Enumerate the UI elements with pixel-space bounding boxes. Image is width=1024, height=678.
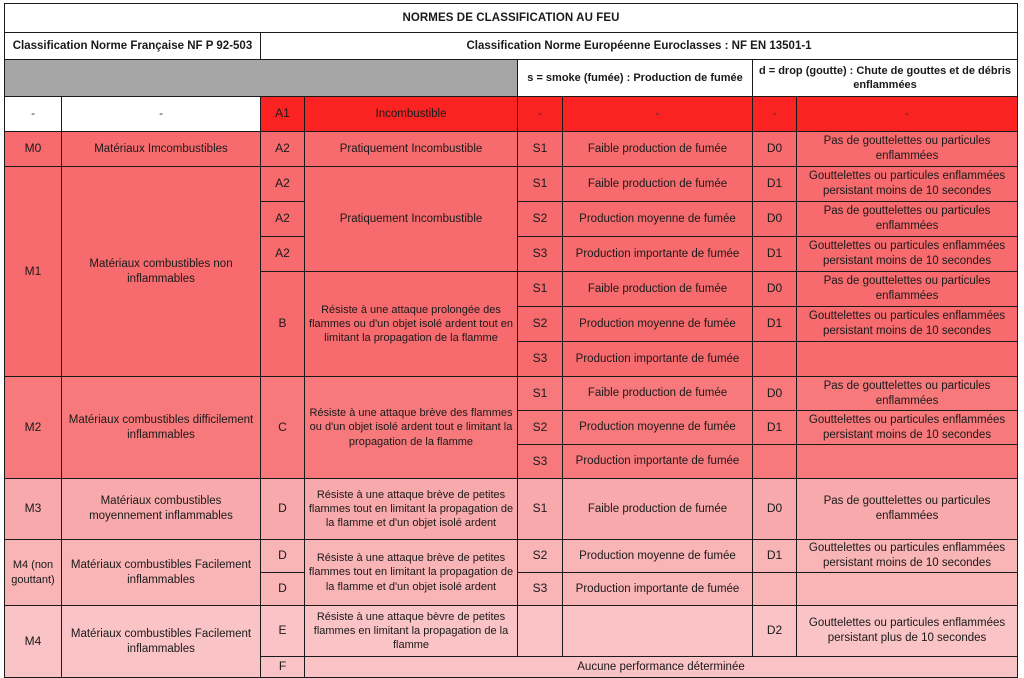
cell-drop-code [753, 445, 797, 479]
cell-smoke-code: S3 [518, 573, 563, 606]
cell-drop-desc: Pas de gouttelettes ou particules enflammées [797, 132, 1018, 167]
cell-euro-desc: Résiste à une attaque bèvre de petites flammes en limitant la propagation de la flamme [305, 606, 518, 657]
cell-drop-desc: Pas de gouttelettes ou particules enflammées [797, 202, 1018, 237]
page-title: NORMES DE CLASSIFICATION AU FEU [5, 4, 1018, 33]
table-title-row [5, 4, 1018, 33]
cell-drop-desc: Pas de gouttelettes ou particules enflammées [797, 272, 1018, 307]
cell-drop-code: - [753, 97, 797, 132]
table-row [5, 479, 1018, 540]
cell-m-class: M2 [5, 377, 62, 479]
cell-drop-desc [797, 445, 1018, 479]
cell-smoke-desc [563, 606, 753, 657]
cell-smoke-code: S2 [518, 411, 563, 445]
cell-drop-code: D1 [753, 411, 797, 445]
cell-smoke-desc: Faible production de fumée [563, 132, 753, 167]
cell-m-desc: Matériaux combustibles Facilement inflammables [62, 606, 261, 678]
cell-euro-desc: Résiste à une attaque brève des flammes ou d'un objet isolé ardent tout e limitant la propagation de la flamme [305, 377, 518, 479]
cell-drop-desc: Gouttelettes ou particules enflammées persistant moins de 10 secondes [797, 167, 1018, 202]
cell-drop-code: D1 [753, 540, 797, 573]
cell-drop-code [753, 573, 797, 606]
cell-drop-desc: Gouttelettes ou particules enflammées persistant moins de 10 secondes [797, 411, 1018, 445]
cell-smoke-code: S1 [518, 479, 563, 540]
cell-smoke-code: S2 [518, 540, 563, 573]
cell-smoke-code: S2 [518, 202, 563, 237]
cell-smoke-desc: Faible production de fumée [563, 377, 753, 411]
cell-drop-desc [797, 573, 1018, 606]
header-french-standard: Classification Norme Française NF P 92-503 [5, 33, 261, 60]
cell-smoke-desc: Production moyenne de fumée [563, 307, 753, 342]
cell-m-class: M0 [5, 132, 62, 167]
cell-drop-desc: Gouttelettes ou particules enflammées persistant moins de 10 secondes [797, 540, 1018, 573]
cell-m-desc: Matériaux Imcombustibles [62, 132, 261, 167]
cell-drop-code: D1 [753, 237, 797, 272]
cell-euro-desc: Résiste à une attaque brève de petites flammes tout en limitant la propagation de la flamme et d'un objet isolé ardent [305, 540, 518, 606]
cell-smoke-code [518, 606, 563, 657]
cell-smoke-desc: Production moyenne de fumée [563, 540, 753, 573]
cell-smoke-code: S3 [518, 237, 563, 272]
cell-drop-desc: - [797, 97, 1018, 132]
table-row [5, 540, 1018, 573]
cell-smoke-desc: Production importante de fumée [563, 445, 753, 479]
cell-euroclass: D [261, 479, 305, 540]
cell-m-class: M3 [5, 479, 62, 540]
cell-smoke-code: S3 [518, 445, 563, 479]
fire-classification-table [4, 3, 1018, 678]
header-smoke: s = smoke (fumée) : Production de fumée [518, 60, 753, 97]
cell-drop-desc: Gouttelettes ou particules enflammées persistant plus de 10 secondes [797, 606, 1018, 657]
cell-drop-code: D0 [753, 132, 797, 167]
cell-euro-desc: Incombustible [305, 97, 518, 132]
cell-euroclass: B [261, 272, 305, 377]
cell-drop-desc: Pas de gouttelettes ou particules enflammées [797, 479, 1018, 540]
cell-smoke-desc: Faible production de fumée [563, 479, 753, 540]
cell-smoke-code: S1 [518, 377, 563, 411]
cell-drop-code: D0 [753, 377, 797, 411]
standards-header-row [5, 33, 1018, 60]
cell-euro-desc: Pratiquement Incombustible [305, 167, 518, 272]
cell-no-performance: Aucune performance déterminée [305, 657, 1018, 678]
cell-euroclass: C [261, 377, 305, 479]
cell-m-desc: - [62, 97, 261, 132]
cell-euroclass: A2 [261, 132, 305, 167]
cell-m-class: M1 [5, 167, 62, 377]
cell-euro-desc: Résiste à une attaque brève de petites flammes tout en limitant la propagation de la flamme et d'un objet isolé ardent [305, 479, 518, 540]
cell-euroclass: E [261, 606, 305, 657]
cell-euroclass: A2 [261, 202, 305, 237]
subheader-spacer [5, 60, 518, 97]
cell-drop-code: D1 [753, 167, 797, 202]
cell-smoke-desc: Production importante de fumée [563, 573, 753, 606]
cell-m-desc: Matériaux combustibles moyennement inflammables [62, 479, 261, 540]
cell-m-desc: Matériaux combustibles non inflammables [62, 167, 261, 377]
cell-drop-code: D0 [753, 272, 797, 307]
cell-drop-code: D0 [753, 202, 797, 237]
cell-smoke-desc: Production moyenne de fumée [563, 202, 753, 237]
cell-drop-desc: Gouttelettes ou particules enflammées persistant moins de 10 secondes [797, 237, 1018, 272]
cell-m-class: M4 (non gouttant) [5, 540, 62, 606]
cell-drop-desc: Gouttelettes ou particules enflammées persistant moins de 10 secondes [797, 307, 1018, 342]
cell-smoke-desc: Production importante de fumée [563, 342, 753, 377]
cell-euro-desc: Pratiquement Incombustible [305, 132, 518, 167]
cell-smoke-desc: Production importante de fumée [563, 237, 753, 272]
table-row [5, 606, 1018, 657]
cell-euro-desc: Résiste à une attaque prolongée des flammes ou d'un objet isolé ardent tout en limitant la propagation de la flamme [305, 272, 518, 377]
table-row [5, 377, 1018, 411]
cell-euroclass: F [261, 657, 305, 678]
cell-smoke-desc: Production moyenne de fumée [563, 411, 753, 445]
cell-smoke-code: S3 [518, 342, 563, 377]
cell-euroclass: D [261, 573, 305, 606]
cell-drop-desc [797, 342, 1018, 377]
cell-m-class: M4 [5, 606, 62, 678]
cell-euroclass: D [261, 540, 305, 573]
cell-drop-code: D1 [753, 307, 797, 342]
table-row [5, 167, 1018, 202]
cell-smoke-code: S1 [518, 167, 563, 202]
cell-drop-desc: Pas de gouttelettes ou particules enflammées [797, 377, 1018, 411]
subheader-row [5, 60, 1018, 97]
header-drop: d = drop (goutte) : Chute de gouttes et de débris enflammées [753, 60, 1018, 97]
cell-smoke-code: S2 [518, 307, 563, 342]
cell-euroclass: A2 [261, 167, 305, 202]
cell-drop-code [753, 342, 797, 377]
cell-smoke-desc: Faible production de fumée [563, 167, 753, 202]
cell-drop-code: D0 [753, 479, 797, 540]
header-european-standard: Classification Norme Européenne Euroclasses : NF EN 13501-1 [261, 33, 1018, 60]
cell-smoke-code: S1 [518, 132, 563, 167]
cell-m-desc: Matériaux combustibles Facilement inflammables [62, 540, 261, 606]
cell-drop-code: D2 [753, 606, 797, 657]
cell-m-desc: Matériaux combustibles difficilement inflammables [62, 377, 261, 479]
cell-euroclass: A2 [261, 237, 305, 272]
cell-euroclass: A1 [261, 97, 305, 132]
cell-smoke-desc: Faible production de fumée [563, 272, 753, 307]
table-row [5, 132, 1018, 167]
cell-smoke-desc: - [563, 97, 753, 132]
table-row [5, 97, 1018, 132]
cell-smoke-code: S1 [518, 272, 563, 307]
cell-m-class: - [5, 97, 62, 132]
cell-smoke-code: - [518, 97, 563, 132]
